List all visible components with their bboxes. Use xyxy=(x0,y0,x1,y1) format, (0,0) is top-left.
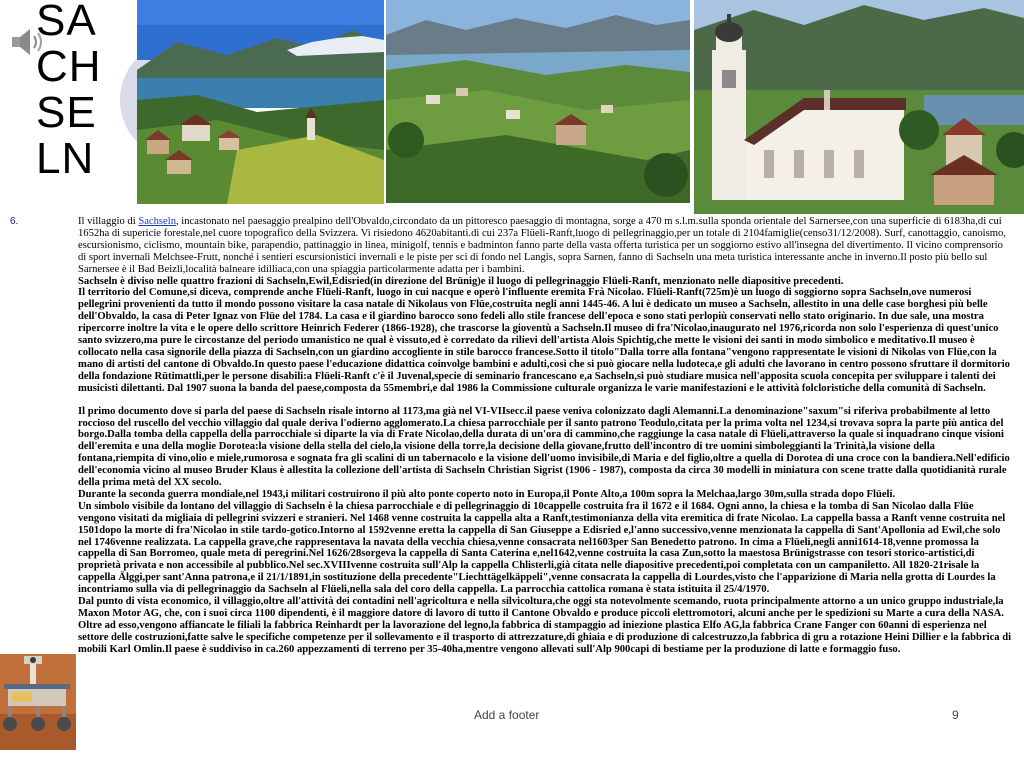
paragraph-intro-prefix: Il villaggio di xyxy=(78,216,139,227)
paragraph-intro xyxy=(78,216,1012,276)
paragraph-chiesa: Un simbolo visibile da lontano del villaggio di Sachseln è la chiesa parrocchiale e di pellegrinaggio di 10cappelle costruita fra il 1672 e il 1684. Ogni anno, la chiesa e la tomba di San Nicolao dalla Flüe vengono visitati da migliaia di pellegrini svizzeri e stranieri. Nel 1468 venne costruita la cappella alta a Ranft,testimonianza della vita eremitica di frate Nicolao. La cappella bassa a Ranft venne costruita nel 1501dopo la morte di fra'Nicolao in stile tardo-gotico.Intorno al 1592venne eretta la cappella di San Giuseppe a Edisried e,l'anno successivo,venne menzionata la cappella di Sant'Apollonia ad Ewil,che solo nel 1746venne realizzata. La cappella grave,che rappresentava la navata della vecchia chiesa,venne consacrata nel1603per San Benedetto patrono. In cima a Flüeli,negli anni1614-18,venne promossa la cappella di San Borromeo, quale meta di peregrini.Nel 1626/28sorgeva la cappella di Santa Caterina e,nel1642,venne costruita la casa Zun,sotto la maestosa Brünigstrasse con tesori storico-artistici,di proprietà privata e non accessibile al pubblico.Nel sec.XVIIIvenne costruita sull'Alp la cappella Chlisterli,già citata nelle diapositive precedenti,poi completata con un campaniletto. All 1820-21risale la cappella Älggi,per sant'Anna patrona,e il 21/1/1891,in sostituzione della precedente"Liechttägelkäppeli",venne consacrata la cappella di Lourdes,visto che l'apparizione di Maria nella grotta di Lourdes la incontriamo sulla via di pellegrinaggio da Sachseln al Flüeli,nella sala del coro della cappella. La parrocchia cattolica romana è stata istituita il 25/4/1970. xyxy=(78,500,1006,596)
slide-body-text xyxy=(78,216,1012,768)
title-line: SE xyxy=(36,88,97,137)
paragraph-guerra: Durante la seconda guerra mondiale,nel 1943,i militari costruirono il più alto ponte coperto noto in Europa,il Ponte Alto,a 100m sopra la Melchaa,largo 30m,sulla strada dopo Flüeli. xyxy=(78,488,896,500)
paragraph-intro-rest: , incastonato nel paesaggio prealpino dell'Obvaldo,circondato da un pittoresco paesaggio di montagna, sorge a 470 m s.l.m.sulla sponda orientale del Sarnersee,con una superficie di 6183ha,di cui 1652ha di supericie forestale,nel cuore topografico della Svizzera. Vi risiedono 4620abitanti.di cui 237a Flüeli-Ranft,luogo di pellegrinaggio,per un totale di 2104famiglie(censo31/12/2008). Surf, canottaggio, canoismo, escursionismo, ciclismo, mountain bike, parapendio, pattinaggio in linea, minigolf, tennis e badminton fanno parte della vasta offerta turistica per un soggiorno estivo all'insegna del divertimento. Il vicino comprensorio di sport invernali Melchsee-Frutt, nonché i sentieri escursionistici invernali e le piste per sci di fondo nel Langis, sopra Sarnen, fanno di Sachseln una meta turistica interessante anche in inverno.Il posto più bello sul Sarnersee è il Bad Beizli,località balneare idilliaca,con una spiaggia particolarmente adatta per i bambini. xyxy=(78,216,1006,275)
title-line: SA xyxy=(36,0,97,45)
photo-lake-village xyxy=(137,0,384,204)
bullet-number: 6. xyxy=(10,216,19,227)
title-line: LN xyxy=(36,134,95,183)
slide-title xyxy=(36,0,126,182)
sachseln-link[interactable]: Sachseln xyxy=(138,216,176,227)
footer-placeholder[interactable]: Add a footer xyxy=(474,708,540,722)
paragraph-frazioni: Sachseln è diviso nelle quattro frazioni di Sachseln,Ewil,Edisried(in direzione del Brünig)e il luogo di pellegrinaggio Flüeli-Ranft, menzionato nelle diapositive precedenti. xyxy=(78,275,844,287)
mars-rover-image xyxy=(0,654,76,750)
photo-church-sachseln xyxy=(694,0,1024,214)
page-number: 9 xyxy=(952,708,959,722)
title-line: CH xyxy=(36,42,102,91)
photo-valley-panorama xyxy=(386,0,690,203)
paragraph-economia: Dal punto di vista economico, il villaggio,oltre all'attività dei contadini nell'agricoltura e nella silvicoltura,che oggi sta notevolmente scemando, ruota principalmente attorno a un unico gruppo industriale,la Maxon Motor AG, che, con i suoi circa 1100 dipendenti, è il maggiore datore di lavoro di tutto il Cantone Obvaldo e produce piccoli elettromotori, alcuni anche per le spedizioni su Marte a cura della NASA. Oltre ad esso,vengono affiancate le filiali la fabbrica Reinhardt per la lavorazione del legno,la fabbrica di stampaggio ad iniezione plastica Elfo AG,la fabbrica Crane Fanger con 60anni di esperienza nel settore delle costruzioni,fatte salve le specifiche competenze per il sollevamento e il trasporto di attrezzature,di ghiaia e di produzione di calcestruzzo,la fabbrica di gru a rotazione Heini Dillier e la fabbrica di mobili Karl Omlin.Il paese è suddiviso in ca.260 appezzamenti di terreno per 35-40ha,mentre vengono allevati sull'Alp 900capi di bestiame per la produzione di latte e formaggio fuso. xyxy=(78,596,1012,655)
paragraph-storia: Il primo documento dove si parla del paese di Sachseln risale intorno al 1173,ma già nel VI-VIIsecc.il paese veniva colonizzato dagli Alemanni.La denominazione"saxum"si riferiva probabilmente al letto roccioso del ruscello del vecchio villaggio dal quale deriva l'odierno agglomerato.La chiesa parrocchiale per il santo patrono Teodulo,citata per la prima volta nel 1234,si trovava sopra la parte più antica del borgo.Dalla tomba della cappella della parrocchiale si diparte la via di Frate Nicolao,della durata di un'ora di cammino,che raggiunge la casa natale di Flüeli,attraverso la quale si inquadrano cinque visioni dell'eremita e una della moglie Dorotea:la visione della stella del cielo,la visione della torre,la decisione della giovane,frutto dell'incontro di tre uomini simboleggianti la Trinità,la visione della fontana,riempita di vino,olio e miele,rumorosa e sognata fra gli scalini di un tabernacolo e la visione dell'uomo invisibile,di Maria e del figlio,oltre a quella di Dorotea di una croce con la bandiera.Nell'edificio dell'economia vicino al museo Bruder Klaus è allestita la collezione dell'artista di Sachseln Christian Sigrist (1906 - 1987), composta da circa 30 modelli in miniatura con scene tratte dalla quotidianità rurale della prima metà del XX secolo. xyxy=(78,405,1010,489)
paragraph-territorio: Il territorio del Comune,si diceva, comprende anche Flüeli-Ranft, luogo in cui nacque e operò l'influente eremita Frà Nicolao. Flüeli-Ranft(725m)è un luogo di soggiorno sopra Sachseln,ove numerosi pellegrini provenienti da tutto il mondo possono visitare la casa natale di Nikolaus von Flüe,costruita negli anni 1445-46. A lui è dedicato un museo a Sachseln, allestito in una delle case borghesi più belle dell'Obvaldo, la casa di Peter Ignaz von Flüe del 1784. La casa e il giardino barocco sono fedeli allo stile francese dell'epoca e sono stati perlopiù conservati nello stato originario. In due sale, una mostra ripercorre inoltre la vita e le opere dello scrittore Heinrich Federer (1866-1928), che trascorse la gioventù a Sachseln.Il museo di fra'Nicolao,inaugurato nel 1976,ricorda non solo l'esperienza di quest'unico santo svizzero,ma pure le circostanze del periodo umanistico ne qual è vissuto,ed è corredato da rilievi dell'artista Alois Spichtig,che mette le visioni dei santi in modo simbolico e meditativo.Il museo è collocato nella casa signorile della piazza di Sachseln,con un giardino accogliente in stile barocco francese.Sotto il titolo"Dalla torre alla fontana"vengono rappresentate le visioni di Nikolas von Flüe,con la mano di artisti del cantone di Obvaldo.In questo paese l'educazione didattica coinvolge bambini e adulti,così che si può giocare nella ludoteca,e gli adulti che lavorano in centro possono sfruttare il dormitorio della fondazione Rütimattli,per le persone disabili:a Flüeli-Ranft c'è il Juvenal,specie di seminario francescano e,a Sachseln,si può studiare musica nell'apposita scuola concepita per sviluppare i talenti dei musicisti dilettanti. Dal 1907 suona la banda del paese,composta da 55membri,e dal 1986 la Commissione culturale organizza le varie manifestazioni e le attività folcloristiche della comunità di Sachseln. xyxy=(78,287,1010,394)
